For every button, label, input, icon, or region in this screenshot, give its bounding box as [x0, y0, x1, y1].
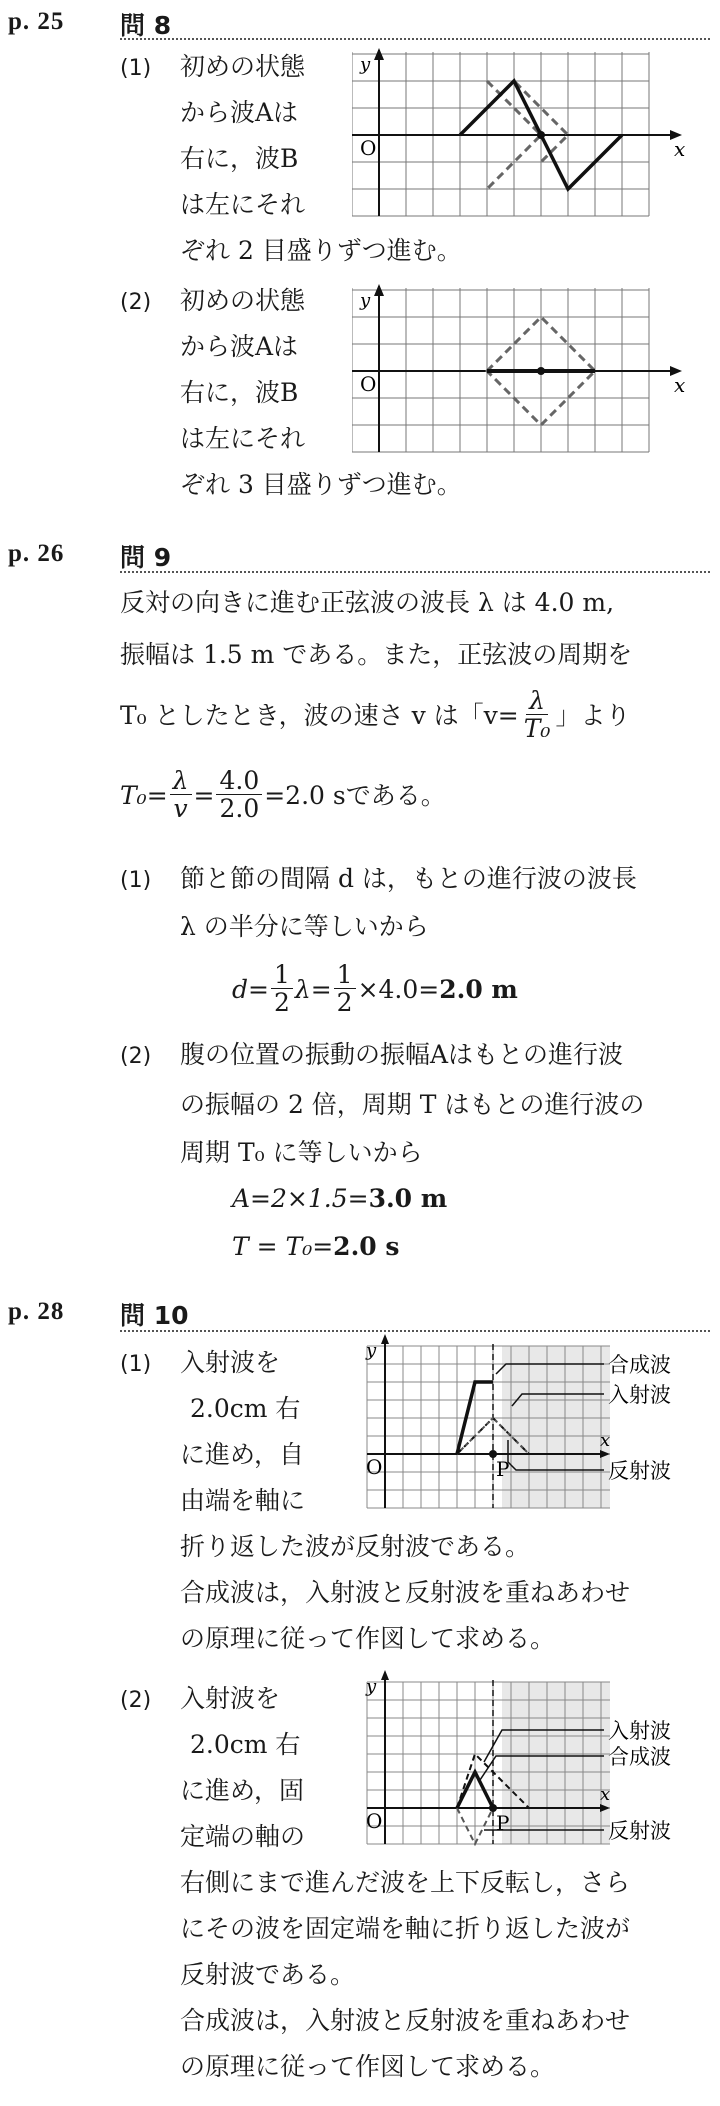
numerator: 1: [271, 962, 293, 989]
text-line: から波Aは: [180, 332, 299, 361]
origin-label: O: [366, 1455, 383, 1479]
label-reflected: 反射波: [608, 1459, 671, 1483]
part-number: (1): [120, 56, 152, 81]
page-number: p. 26: [8, 540, 65, 567]
x-label: x: [674, 373, 686, 397]
y-arrow: [381, 1334, 389, 1344]
point-label: P: [496, 1811, 510, 1835]
text-line: 合成波は，入射波と反射波を重ねあわせ: [180, 1578, 631, 1607]
text-line: 入射波を: [180, 1348, 281, 1377]
part-number: (1): [120, 868, 152, 893]
part-number: (2): [120, 1044, 152, 1069]
text-line: 振幅は 1.5 m である。また，正弦波の周期を: [120, 640, 633, 669]
formula-line: [120, 688, 630, 743]
x-label: x: [600, 1784, 611, 1805]
label-reflected: 反射波: [608, 1819, 671, 1843]
divider: [120, 1330, 710, 1332]
reflection-graph-1: [356, 1334, 716, 1514]
y-arrow: [381, 1670, 389, 1680]
text-line: 周期 T₀ に等しいから: [180, 1138, 423, 1167]
denominator: 2: [336, 988, 353, 1018]
point-label: P: [496, 1457, 510, 1481]
medium-region: [502, 1682, 610, 1844]
y-label: y: [366, 1676, 377, 1697]
text-line: λ の半分に等しいから: [180, 912, 429, 941]
text-span: ×4.0=: [357, 974, 440, 1004]
text-line: 折り返した波が反射波である。: [180, 1532, 531, 1561]
denominator: 2.0: [219, 794, 260, 824]
text-span: 」より: [555, 700, 631, 730]
text-line: 入射波を: [180, 1684, 281, 1713]
x-label: x: [674, 137, 686, 161]
text-line: に進め，自: [180, 1440, 305, 1469]
numerator: λ: [170, 768, 192, 795]
fraction: [521, 688, 554, 743]
text-span: T₀ としたとき，波の速さ v は「v=: [120, 700, 519, 730]
text-line: に進め，固: [180, 1776, 305, 1805]
answer: 2.0 s: [333, 1232, 400, 1261]
y-label: y: [360, 290, 371, 311]
problem-title: 問 8: [120, 11, 172, 40]
text-line: 右に，波B: [180, 378, 299, 407]
origin-label: O: [366, 1809, 383, 1833]
fraction: [271, 962, 293, 1017]
label-resultant: 合成波: [608, 1745, 671, 1769]
formula-line: [120, 768, 446, 823]
text-line: 腹の位置の振動の振幅Aはもとの進行波: [180, 1040, 624, 1069]
text-line: 初めの状態: [180, 286, 306, 315]
text-line: の原理に従って作図して求める。: [180, 1624, 556, 1653]
text-line: は左にそれ: [180, 424, 306, 453]
problem-title: 問 10: [120, 1301, 189, 1330]
text-line: ぞれ 3 目盛りずつ進む。: [180, 470, 462, 499]
origin-label: O: [360, 372, 377, 396]
text-span: =2.0 s: [264, 780, 346, 810]
y-label: y: [360, 54, 371, 75]
text-line: 2.0cm 右: [190, 1394, 301, 1423]
formula-line: [232, 962, 518, 1017]
text-span: T = T₀=: [232, 1232, 334, 1261]
text-line: 反対の向きに進む正弦波の波長 λ は 4.0 m,: [120, 588, 615, 617]
text-line: は左にそれ: [180, 190, 306, 219]
answer: 3.0 m: [368, 1184, 448, 1213]
node-dot: [537, 131, 545, 139]
answer: 2.0 m: [439, 974, 518, 1004]
divider: [120, 571, 710, 573]
wave-graph-2: [352, 284, 692, 456]
fraction: [334, 962, 356, 1017]
denominator: v: [173, 794, 188, 824]
text-line: ぞれ 2 目盛りずつ進む。: [180, 236, 462, 265]
numerator: 4.0: [216, 768, 262, 795]
text-line: の振幅の 2 倍，周期 T はもとの進行波の: [180, 1090, 645, 1119]
text-line: 反射波である。: [180, 1960, 356, 1989]
text-line: から波Aは: [180, 98, 299, 127]
text-span: T₀=: [120, 780, 168, 810]
part-number: (2): [120, 290, 152, 315]
text-line: 右側にまで進んだ波を上下反転し，さら: [180, 1868, 631, 1897]
part-number: (1): [120, 1352, 152, 1377]
x-label: x: [600, 1430, 611, 1451]
problem-title: 問 9: [120, 543, 172, 572]
denominator: T₀: [523, 714, 551, 744]
y-label: y: [366, 1340, 377, 1361]
denominator: 2: [273, 988, 290, 1018]
text-line: 定端の軸の: [180, 1822, 306, 1851]
text-line: 合成波は，入射波と反射波を重ねあわせ: [180, 2006, 631, 2035]
page-number: p. 25: [8, 8, 65, 35]
numerator: λ: [526, 688, 548, 715]
text-span: =: [193, 780, 215, 810]
medium-region: [502, 1346, 610, 1508]
reflection-graph-2: [356, 1670, 716, 1850]
numerator: 1: [334, 962, 356, 989]
text-line: にその波を固定端を軸に折り返した波が: [180, 1914, 631, 1943]
fraction: [170, 768, 192, 823]
formula-line: [232, 1234, 399, 1259]
label-resultant: 合成波: [608, 1353, 671, 1377]
text-span: d=: [232, 974, 269, 1004]
text-span: λ=: [294, 974, 332, 1004]
page-number: p. 28: [8, 1298, 65, 1325]
part-number: (2): [120, 1688, 152, 1713]
center-dot: [537, 367, 545, 375]
formula-line: [232, 1186, 447, 1211]
wave-graph-1: [352, 48, 692, 220]
divider: [120, 38, 710, 40]
fraction: [216, 768, 262, 823]
text-line: の原理に従って作図して求める。: [180, 2052, 556, 2081]
text-line: 由端を軸に: [180, 1486, 306, 1515]
text-line: 初めの状態: [180, 52, 306, 81]
text-line: 右に，波B: [180, 144, 299, 173]
text-line: 2.0cm 右: [190, 1730, 301, 1759]
text-span: A=2×1.5=: [232, 1184, 369, 1213]
text-line: 節と節の間隔 d は，もとの進行波の波長: [180, 864, 637, 893]
origin-label: O: [360, 136, 377, 160]
label-incident: 入射波: [608, 1383, 671, 1407]
text-span: である。: [345, 780, 446, 810]
label-incident: 入射波: [608, 1719, 671, 1743]
